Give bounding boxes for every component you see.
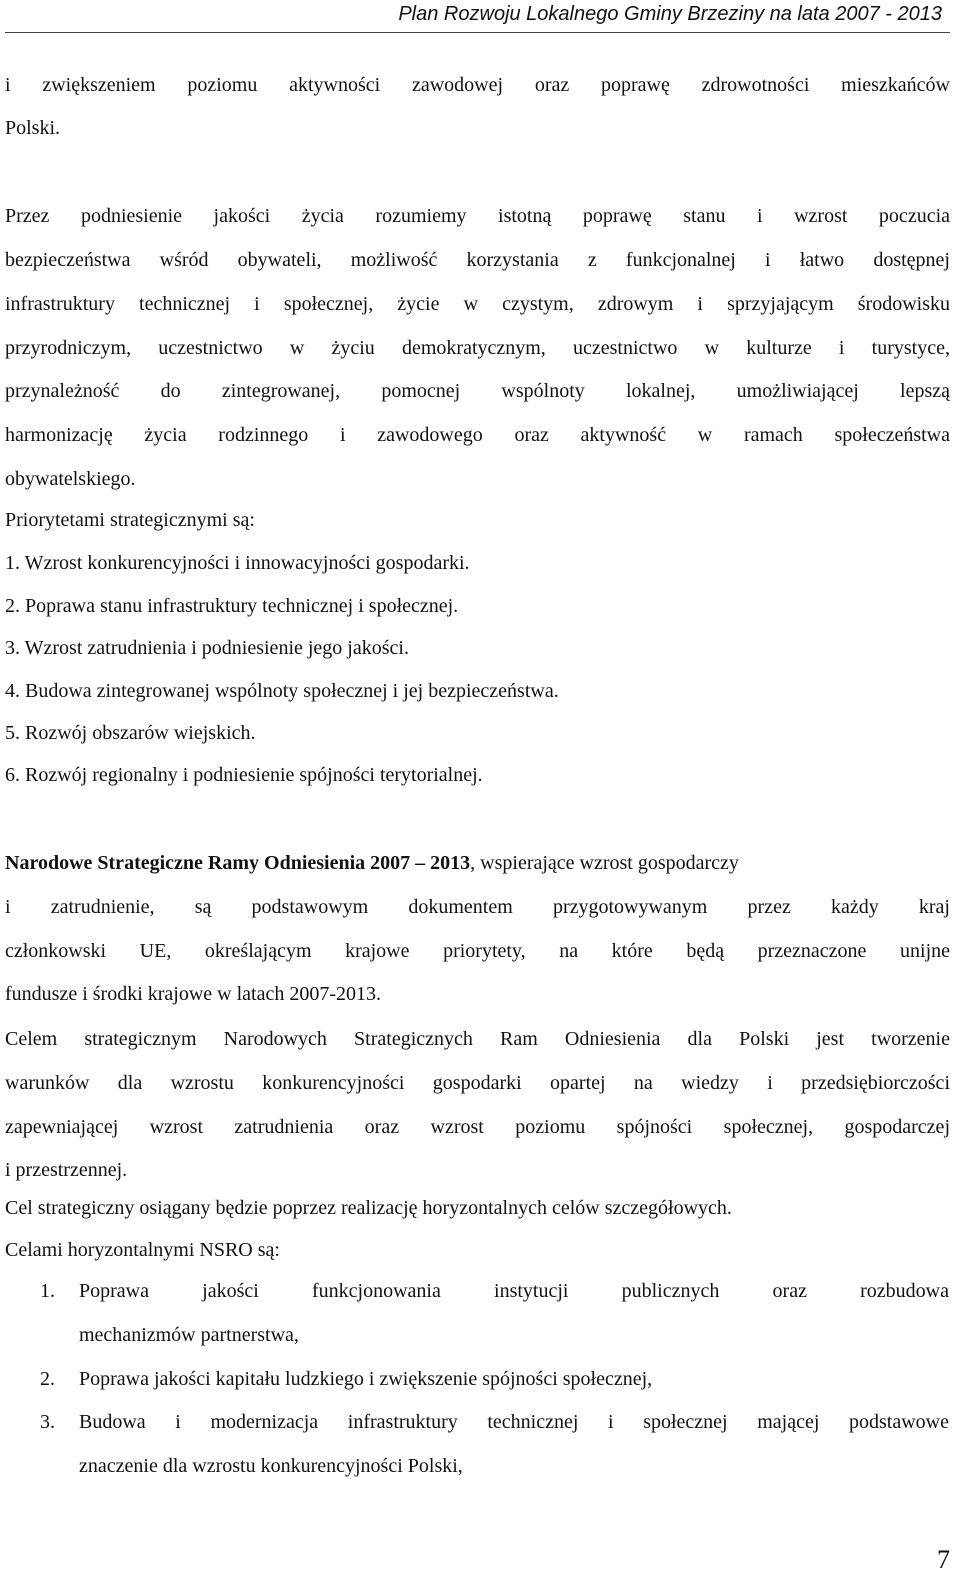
nsro-first-rest: , wspierające wzrost gospodarczy xyxy=(470,852,739,874)
paragraph-line: warunków dla wzrostu konkurencyjności gospodarki opartej na wiedzy i przedsiębiorczości xyxy=(5,1072,950,1094)
paragraph-line: Przez podniesienie jakości życia rozumiemy istotną poprawę stanu i wzrost poczucia xyxy=(5,205,950,227)
paragraph-line: przynależność do zintegrowanej, pomocnej wspólnoty lokalnej, umożliwiającej lepszą xyxy=(5,380,950,402)
list-item-line: Budowa i modernizacja infrastruktury technicznej i społecznej mającej podstawowe xyxy=(79,1411,949,1433)
priority-item: 4. Budowa zintegrowanej wspólnoty społecznej i jej bezpieczeństwa. xyxy=(5,680,559,702)
paragraph-line: Cel strategiczny osiągany będzie poprzez realizację horyzontalnych celów szczegółowych. xyxy=(5,1197,732,1219)
horizontal-goals-heading: Celami horyzontalnymi NSRO są: xyxy=(5,1239,280,1261)
list-item-line: Poprawa jakości funkcjonowania instytucji publicznych oraz rozbudowa xyxy=(79,1280,949,1302)
paragraph-line: Celem strategicznym Narodowych Strategicznych Ram Odniesienia dla Polski jest tworzenie xyxy=(5,1028,950,1050)
paragraph-line: i zatrudnienie, są podstawowym dokumentem przygotowywanym przez każdy kraj xyxy=(5,896,950,918)
priority-item: 2. Poprawa stanu infrastruktury technicznej i społecznej. xyxy=(5,595,459,617)
list-number: 3. xyxy=(40,1411,55,1433)
nsro-first-line xyxy=(5,851,950,875)
paragraph-line: bezpieczeństwa wśród obywateli, możliwość korzystania z funkcjonalnej i łatwo dostępnej xyxy=(5,249,950,271)
list-item-line: Poprawa jakości kapitału ludzkiego i zwiększenie spójności społecznej, xyxy=(79,1368,653,1390)
priority-item: 3. Wzrost zatrudnienia i podniesienie jego jakości. xyxy=(5,637,409,659)
paragraph-line: obywatelskiego. xyxy=(5,468,136,490)
priority-item: 1. Wzrost konkurencyjności i innowacyjności gospodarki. xyxy=(5,552,470,574)
page-number: 7 xyxy=(937,1545,950,1574)
paragraph-line: i przestrzennej. xyxy=(5,1159,128,1181)
paragraph-line: harmonizację życia rodzinnego i zawodowego oraz aktywność w ramach społeczeństwa xyxy=(5,424,950,446)
list-number: 1. xyxy=(40,1280,55,1302)
paragraph-line: członkowski UE, określającym krajowe priorytety, na które będą przeznaczone unijne xyxy=(5,940,950,962)
nsro-bold-title: Narodowe Strategiczne Ramy Odniesienia 2007 – 2013 xyxy=(5,852,471,874)
priority-item: 6. Rozwój regionalny i podniesienie spójności terytorialnej. xyxy=(5,764,483,786)
priorities-heading: Priorytetami strategicznymi są: xyxy=(5,509,255,531)
list-item-line: mechanizmów partnerstwa, xyxy=(79,1324,299,1346)
list-number: 2. xyxy=(40,1368,55,1390)
list-item-line: znaczenie dla wzrostu konkurencyjności Polski, xyxy=(79,1455,463,1477)
priority-item: 5. Rozwój obszarów wiejskich. xyxy=(5,722,256,744)
header-rule xyxy=(5,32,950,33)
paragraph-line: fundusze i środki krajowe w latach 2007-2013. xyxy=(5,983,382,1005)
paragraph-line: Polski. xyxy=(5,117,61,139)
paragraph-line: zapewniającej wzrost zatrudnienia oraz wzrost poziomu spójności społecznej, gospodarczej xyxy=(5,1116,950,1138)
paragraph-line: przyrodniczym, uczestnictwo w życiu demokratycznym, uczestnictwo w kulturze i turystyce, xyxy=(5,337,950,359)
paragraph-line: i zwiększeniem poziomu aktywności zawodowej oraz poprawę zdrowotności mieszkańców xyxy=(5,74,950,96)
paragraph-line: infrastruktury technicznej i społecznej, życie w czystym, zdrowym i sprzyjającym środowisku xyxy=(5,293,950,315)
running-header: Plan Rozwoju Lokalnego Gminy Brzeziny na lata 2007 - 2013 xyxy=(398,3,942,25)
